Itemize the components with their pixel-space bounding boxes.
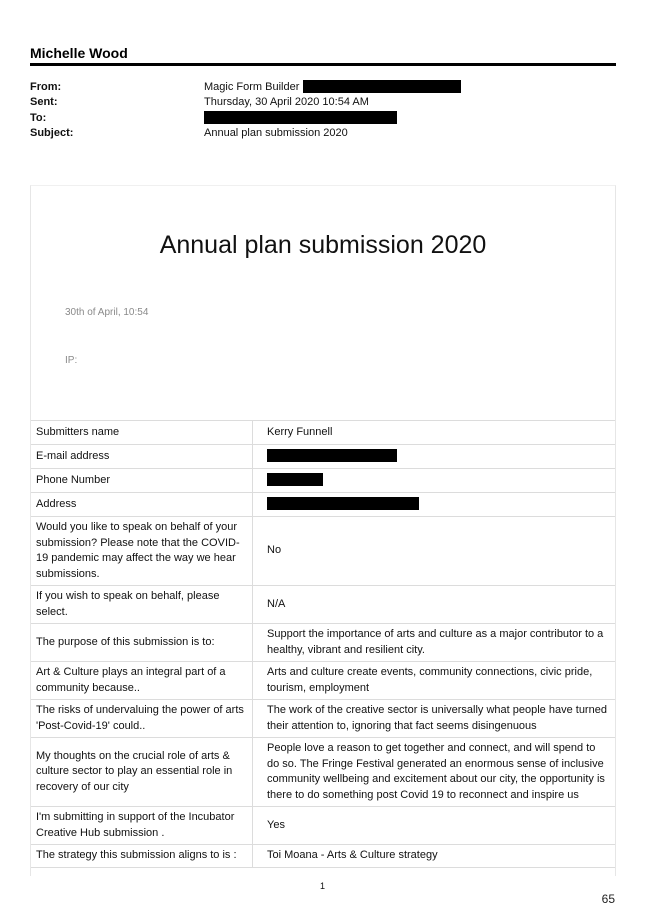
table-row <box>31 624 615 662</box>
answer-cell: No <box>253 517 616 586</box>
table-row <box>31 738 615 807</box>
sent-value: Thursday, 30 April 2020 10:54 AM <box>204 96 369 109</box>
question-cell: Would you like to speak on behalf of your submission? Please note that the COVID-19 pandemic may affect the way we hear submissions. <box>31 517 253 586</box>
table-row <box>31 421 615 445</box>
sent-row <box>30 95 620 111</box>
answer-cell <box>253 469 616 493</box>
question-cell: If you wish to speak on behalf, please select. <box>31 586 253 624</box>
from-label: From: <box>30 80 62 93</box>
table-row <box>31 845 615 868</box>
header-rule <box>30 63 616 66</box>
subject-label: Subject: <box>30 127 74 140</box>
from-row <box>30 79 620 95</box>
document-number: 65 <box>601 892 615 906</box>
redacted-email <box>267 449 397 462</box>
to-label: To: <box>30 111 47 124</box>
question-cell: My thoughts on the crucial role of arts & culture sector to play an essential role in recovery of our city <box>31 738 253 807</box>
redacted-from-email <box>303 80 461 93</box>
table-row <box>31 517 615 586</box>
table-row <box>31 493 615 517</box>
question-cell: Submitters name <box>31 421 253 445</box>
redacted-phone <box>267 473 323 486</box>
to-row <box>30 110 620 126</box>
answer-cell: Kerry Funnell <box>253 421 616 445</box>
question-cell: Address <box>31 493 253 517</box>
question-cell: Art & Culture plays an integral part of a community because.. <box>31 662 253 700</box>
sent-label: Sent: <box>30 96 58 109</box>
subject-row <box>30 126 620 142</box>
answer-cell: Support the importance of arts and culture as a major contributor to a healthy, vibrant and resilient city. <box>253 624 616 662</box>
question-cell: The purpose of this submission is to: <box>31 624 253 662</box>
answer-cell: Arts and culture create events, community connections, civic pride, tourism, employment <box>253 662 616 700</box>
question-cell: E-mail address <box>31 445 253 469</box>
table-row <box>31 700 615 738</box>
table-row <box>31 807 615 845</box>
form-title: Annual plan submission 2020 <box>159 231 487 259</box>
answer-cell <box>253 493 616 517</box>
table-row <box>31 662 615 700</box>
sender-name: Michelle Wood <box>30 45 128 61</box>
question-cell: Phone Number <box>31 469 253 493</box>
redacted-to-address <box>204 111 397 124</box>
answer-cell: Toi Moana - Arts & Culture strategy <box>253 845 616 868</box>
question-cell: I'm submitting in support of the Incubator Creative Hub submission . <box>31 807 253 845</box>
question-cell: The risks of undervaluing the power of arts 'Post-Covid-19' could.. <box>31 700 253 738</box>
answer-cell: N/A <box>253 586 616 624</box>
table-row <box>31 469 615 493</box>
answer-cell: People love a reason to get together and connect, and will spend to do so. The Fringe Festival generated an enormous sense of inclusive community wellbeing and excitement about our city, the opportunity is there to do something post Covid 19 to reconnect and inspire us <box>253 738 616 807</box>
submission-date: 30th of April, 10:54 <box>65 307 149 318</box>
submission-table <box>31 420 615 868</box>
answer-cell: The work of the creative sector is universally what people have turned their attention to, ignoring that fact seems disingenuous <box>253 700 616 738</box>
subject-value: Annual plan submission 2020 <box>204 127 348 140</box>
submission-card <box>30 185 616 876</box>
redacted-address <box>267 497 419 510</box>
page-number: 1 <box>319 881 325 891</box>
from-value: Magic Form Builder <box>204 80 300 93</box>
answer-cell: Yes <box>253 807 616 845</box>
ip-label: IP: <box>65 355 78 366</box>
email-header <box>30 79 620 141</box>
question-cell: The strategy this submission aligns to is : <box>31 845 253 868</box>
table-row <box>31 586 615 624</box>
table-row <box>31 445 615 469</box>
answer-cell <box>253 445 616 469</box>
